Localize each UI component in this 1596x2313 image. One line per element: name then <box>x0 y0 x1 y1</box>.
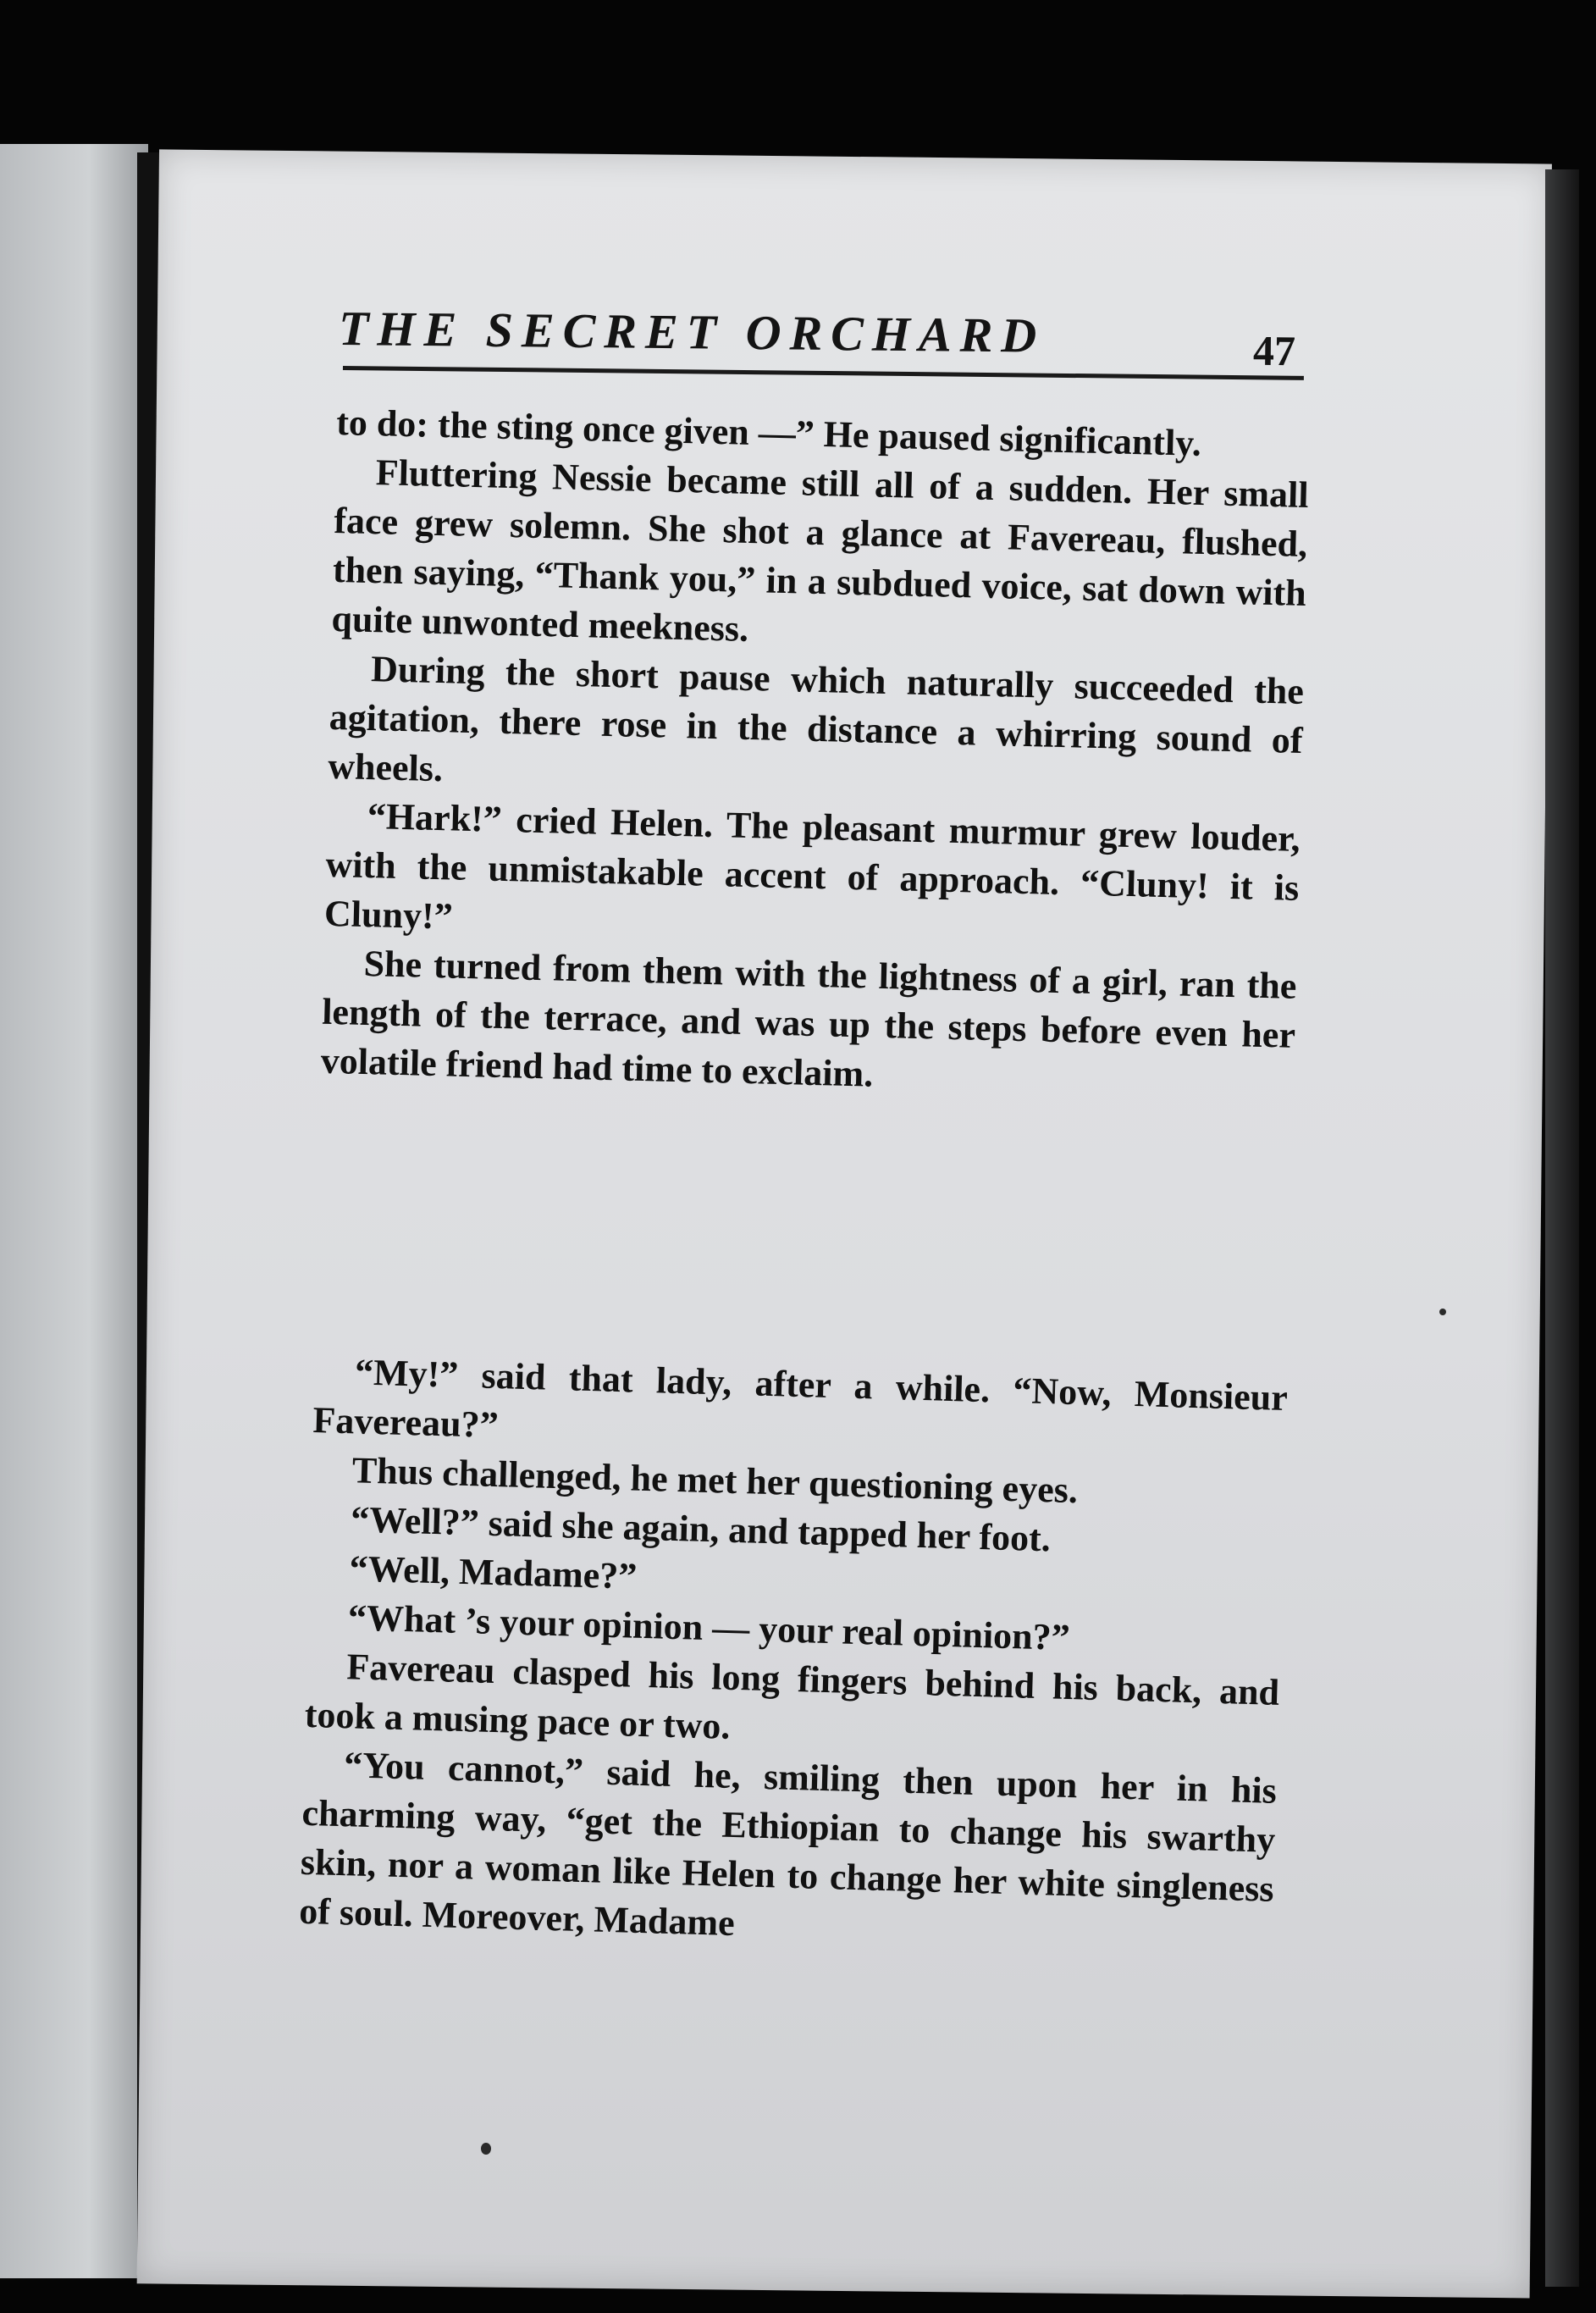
paragraph: Fluttering Nessie became still all of a sudden. Her small face grew solemn. She shot a glance at Favereau, flushed, then saying, “Thank you,” in a subdued voice, sat down with quite unwonted meekness. <box>331 451 1310 650</box>
paragraph: “Hark!” cried Helen. The pleasant murmur grew louder, with the unmistakable accent of approach. “Cluny! it is Cluny!” <box>323 795 1301 938</box>
paragraph: She turned from them with the lightness of a girl, ran the length of the terrace, and was up the steps before even her volatile friend had time to exclaim. <box>320 942 1297 1095</box>
scan-speck <box>481 2143 491 2155</box>
paragraph: to do: the sting once given —” He paused significantly. <box>335 401 1202 464</box>
scan-speck <box>1439 1309 1446 1315</box>
paragraph: “My!” said that lady, after a while. “Now, Monsieur Favereau?” <box>312 1351 1289 1447</box>
text-section-2 <box>299 1347 1289 1963</box>
paragraph: “You cannot,” said he, smiling then upon her in his charming way, “get the Ethiopian to change his swarthy skin, nor a woman like Helen to change her white singleness of soul. Moreover, Madame <box>298 1744 1278 1945</box>
paragraph: Favereau clasped his long fingers behind his back, and took a musing pace or two. <box>304 1646 1280 1747</box>
page-shadow-edge <box>1545 169 1579 2287</box>
running-head: THE SECRET ORCHARD <box>338 300 1046 363</box>
paragraph: “Well, Madame?” <box>349 1547 638 1597</box>
page-number: 47 <box>1252 326 1296 375</box>
paragraph: “Well?” said she again, and tapped her foot. <box>350 1498 1052 1560</box>
paragraph: Thus challenged, he met her questioning eyes. <box>351 1449 1079 1512</box>
paragraph: “What ’s your opinion — your real opinion?” <box>347 1596 1071 1659</box>
text-section-1 <box>320 398 1310 1109</box>
facing-page-edge <box>0 144 148 2278</box>
paragraph: During the short pause which naturally succeeded the agitation, there rose in the distance a whirring sound of wheels. <box>327 648 1305 790</box>
